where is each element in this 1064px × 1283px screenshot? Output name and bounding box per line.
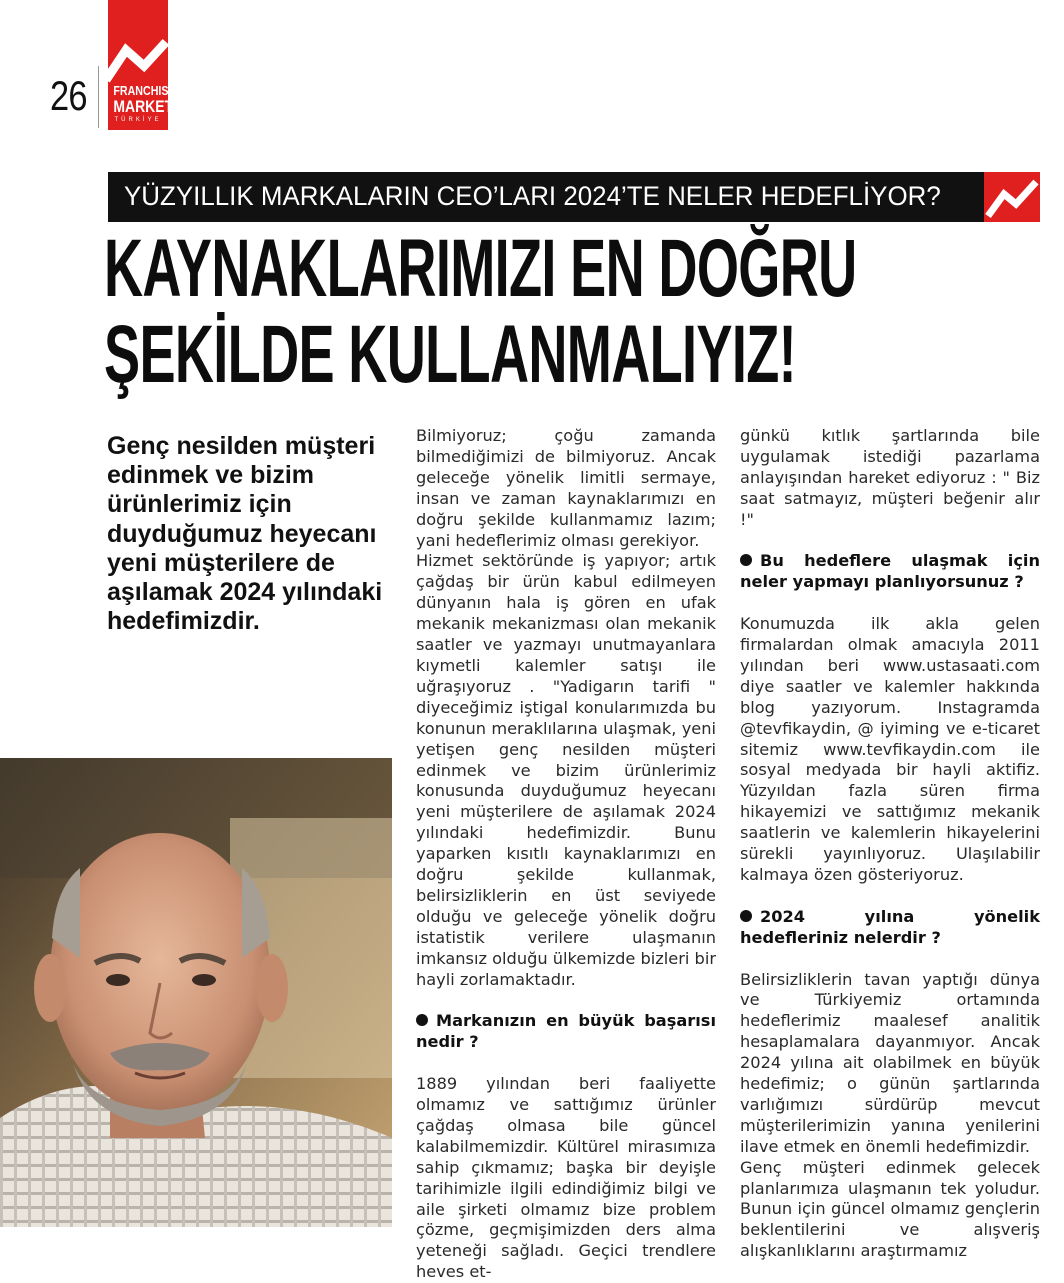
bullet-icon [416, 1014, 428, 1026]
paragraph: Genç müşteri edinmek gelecek planlarımıza ulaşmanın tek yoludur. Bunun için güncel olmamız gençlerin beklentilerini ve alışveriş alışkanlıklarını araştırmamız [740, 1157, 1040, 1261]
franchise-market-logo [108, 0, 176, 130]
headline [104, 223, 857, 400]
paragraph: 1889 yılından beri faaliyette olmamız ve sattığımız ürünler çağdaş olmasa bile güncel kalabilmemizdir. Kültürel mirasımıza sahip çıkmamız; başka bir deyişle tarihimizle ilgili edindiğimiz bilgi ve aile şirketi olmamız bize problem çözme, geçmişimizden ders alma yeteneği sağladı. Geçici trendlere heves et- [416, 1074, 716, 1282]
paragraph: Belirsizliklerin tavan yaptığı dünya ve Türkiyemiz ortamında hedeflerimiz maalesef analitik hesaplamalara dayanmıyor. Ancak 2024 yılına ait olabilmek en büyük hedefimiz; o günün şartlarında varlığımızı sürdürüp mevcut müşterilerimizin yanına yenilerini ilave etmek en önemli hedefimizdir. [740, 969, 1040, 1156]
bullet-icon [740, 554, 752, 566]
portrait-photo [0, 758, 392, 1227]
bullet-icon [740, 910, 752, 922]
article-column-2 [740, 426, 1040, 1261]
page-number: 26 [50, 72, 87, 119]
logo-line3: TÜRKİYE [114, 117, 162, 123]
question-text: 2024 yılına yönelik hedefleriniz nelerdir ? [740, 906, 1040, 947]
logo-line2: MARKET [113, 97, 174, 116]
paragraph: Bilmiyoruz; çoğu zamanda bilmediğimizi de bilmiyoruz. Ancak geleceğe yönelik limitli sermaye, insan ve zaman kaynaklarımızı en doğru şekilde kullanmamız lazım; yani hedeflerimiz olması gerekiyor. [416, 426, 716, 550]
paragraph: Konumuzda ilk akla gelen firmalardan olmak amacıyla 2011 yılından beri www.ustasaati.com diye saatler ve kalemler hakkında blog yazıyorum. Instagramda @tevfikaydin, @ iyiming ve e-ticaret sitemiz www.tevfikaydin.com ile sosyal medyada bir hayli aktifiz. Yüzyıldan fazla süren firma hikayemizi ve sattığımız mekanik saatlerin ve kalemlerin hikayelerini sürekli yayınlıyoruz. Ulaşılabilir kalmaya özen gösteriyoruz. [740, 614, 1040, 884]
paragraph: Hizmet sektöründe iş yapıyor; artık çağdaş bir ürün kabul edilmeyen dünyanın hala iş gören en ufak mekanik mekanizması olan mekanik saatler ve yazmayı unutmayanlara kıymetli kalemler satışı ile uğraşıyoruz . "Yadigarın tarifi " diyeceğimiz iştigal konularımızda bu konunun meraklılarına ulaşmak, yeni yetişen genç nesilden müşteri edinmek ve bizim ürünlerimiz konusunda duyduğumuz heyecanı yeni müşterilere de aşılamak 2024 yılındaki hedefimizdir. Bunu yaparken kısıtlı kaynaklarımızı en doğru şekilde kullanmak, belirsizliklerin en üst seviyede olduğu ve geleceğe yönelik doğru istatistik verilere ulaşmanın imkansız olduğu ülkemizde bizleri bir hayli zorlamaktadır. [416, 551, 716, 989]
pull-quote: Genç nesilden müşteri edinmek ve bizim ürünlerimiz için duyduğumuz heyecanı yeni müşterilere de aşılamak 2024 yılındaki hedefimizdir. [107, 432, 383, 636]
logo-arrow-icon [108, 18, 168, 88]
headline-line2: ŞEKİLDE KULLANMALIYIZ! [104, 309, 796, 400]
logo-line1: FRANCHISE [113, 83, 176, 98]
banner-text: YÜZYILLIK MARKALARIN CEO’LARI 2024’TE NELER HEDEFLİYOR? [124, 181, 941, 211]
article-column-1 [416, 426, 716, 1282]
section-banner [108, 172, 984, 222]
banner-arrow-icon [984, 172, 1040, 222]
paragraph: günkü kıtlık şartlarında bile uygulamak istediği pazarlama anlayışından hareket ediyoruz : " Biz saat satmayız, müşteri beğenir alır !" [740, 426, 1040, 529]
interview-question [416, 1011, 716, 1053]
interview-question [740, 551, 1040, 593]
question-text: Markanızın en büyük başarısı nedir ? [416, 1011, 716, 1052]
question-text: Bu hedeflere ulaşmak için neler yapmayı planlıyorsunuz ? [740, 551, 1040, 592]
divider [98, 66, 99, 128]
headline-line1: KAYNAKLARIMIZI EN DOĞRU [104, 223, 857, 314]
interview-question [740, 907, 1040, 949]
